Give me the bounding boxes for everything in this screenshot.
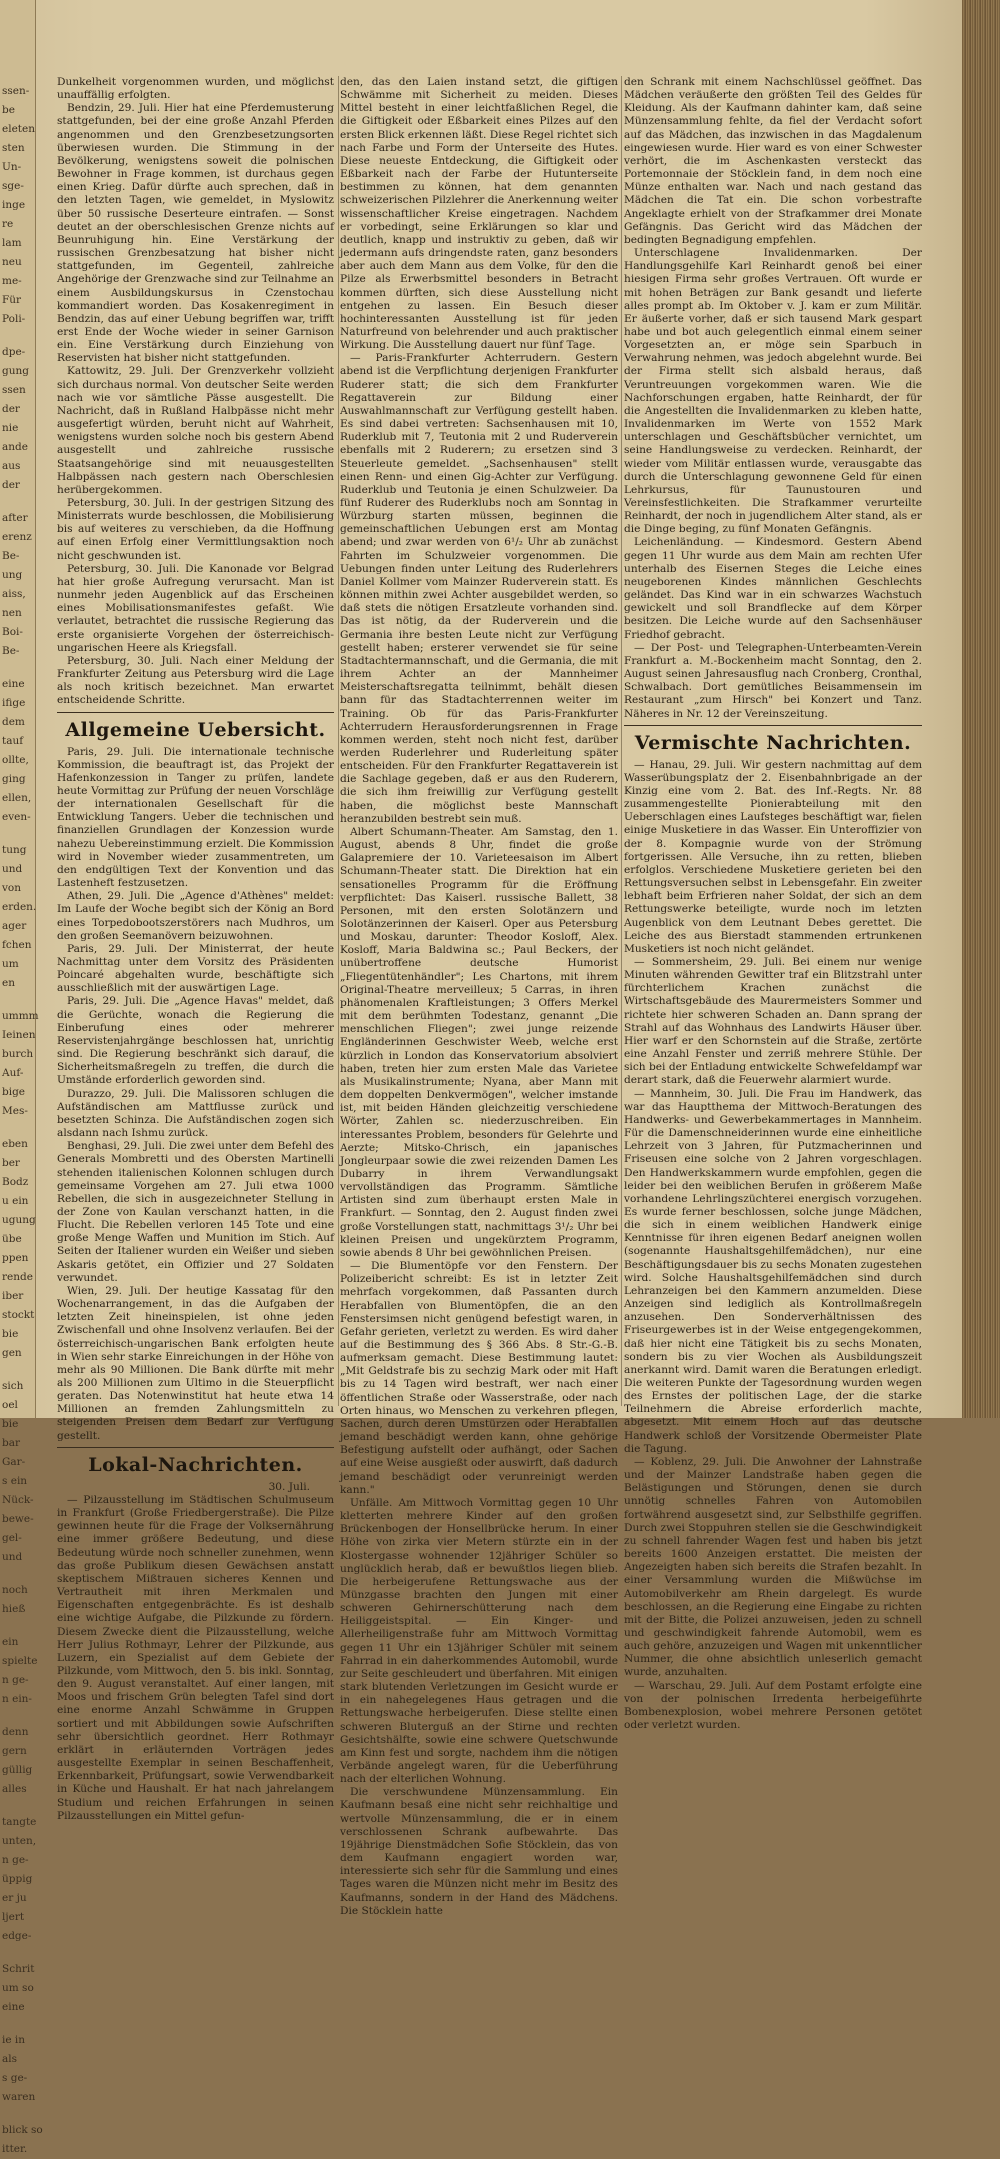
column-1 <box>57 76 334 1822</box>
article-muenzensammlung: Die verschwundene Münzensammlung. Ein Kaufmann besaß eine nicht sehr reichhaltige und wertvolle Münzensammlung, die er in einem verschlossenen Schrank aufbewahrte. Das 19jährige Dienstmädchen Sofie Stöcklein, das von dem Kaufmann engagiert worden war, interessierte sich sehr für die Sammlung und eines Tages waren die Münzen nicht mehr im Besitz des Kaufmanns, sondern in der Hand des Mädchens. Die Stöcklein hatte <box>340 1786 618 1917</box>
overview-athen: Athen, 29. Juli. Die „Agence d'Athènes" meldet: Im Laufe der Woche begibt sich der König an Bord eines Torpedobootszerstörers nach Mudhros, um den großen Seemanövern beizuwohnen. <box>57 890 334 942</box>
strip-fragment: eine ifige dem tauf ollte, ging ellen, even- <box>2 678 32 823</box>
misc-koblenz: — Koblenz, 29. Juli. Die Anwohner der Lahnstraße und der Mainzer Landstraße haben gegen die Belästigungen und Störungen, denen sie durch unnötig schnelles Fahren von Automobilen fortwährend ausgesetzt sind, zur Selbsthilfe gegriffen. Durch zwei Stoppuhren stellen sie die Geschwindigkeit zu schnell fahrender Wagen fest und haben bis jetzt bereits 1600 Anzeigen erstattet. Die meisten der Angezeigten haben sich bereits die Strafen bezahlt. In einer Versammlung wurden die Mißwüchse im Automobilverkehr am Rhein dargelegt. Es wurde beschlossen, an die Regierung eine Eingabe zu richten mit der Bitte, die Polizei anzuweisen, jeden zu schnell und geschwindigkeit fahrende Automobil, wem es auch gehöre, anzuzeigen und Wagen mit unkenntlicher Nummer, die ohne absichtlich unleserlich gemacht wurde, anzuhalten. <box>624 1455 922 1679</box>
section-rule <box>57 712 334 713</box>
dispatch-petersburg-3: Petersburg, 30. Juli. Nach einer Meldung der Frankfurter Zeitung aus Petersburg wird die Lage als noch kritisch bezeichnet. Man erwartet entscheidende Schritte. <box>57 654 334 707</box>
local-date: 30. Juli. <box>268 1480 310 1493</box>
book-page-edges <box>962 0 1000 1418</box>
article-continuation: den, das den Laien instand setzt, die giftigen Schwämme mit Sicherheit zu meiden. Dieses Mittel besteht in einer leichtfaßlichen Regel, die die Giftigkeit oder Eßbarkeit eines Pilzes auf den ersten Blick erkennen läßt. Diese Regel richtet sich nach Farbe und Form der Unterseite des Hutes. Diese neueste Entdeckung, die Giftigkeit oder Eßbarkeit nach der Farbe der Hutunterseite bestimmen zu können, hat dem genannten schweizerischen Pilzlehrer die Anerkennung weiter wissenschaftlicher Kreise eingetragen. Nachdem er vorbedingt, seine Erklärungen so klar und deutlich, knapp und instruktiv zu geben, daß wir jedermann aufs dringendste raten, ganz besonders aber auch dem Mann aus dem Volke, für den die Pilze als Erwerbsmittel besonders in Betracht kommen dürften, sich diese Ausstellung nicht entgehen zu lassen. Ein Besuch dieser hochinteressanten Ausstellung ist für jeden Naturfreund von belehrender und auch praktischer Wirkung. Die Ausstellung dauert nur fünf Tage. <box>340 76 618 352</box>
overview-durazzo: Durazzo, 29. Juli. Die Malissoren schlugen die Aufständischen am Mattflusse zurück und besetzten Schinza. Die Aufständischen zogen sich alsdann nach Ishmu zurück. <box>57 1087 334 1140</box>
strip-fragment: eben ber Bodz u ein ugung übe ppen rende iber stockt bie gen <box>2 1138 36 1359</box>
intro-text: Dunkelheit vorgenommen wurden, und möglichst unauffällig erfolgten. <box>57 76 334 102</box>
dispatch-petersburg-2: Petersburg, 30. Juli. Die Kanonade vor Belgrad hat hier große Aufregung verursacht. Man ist nunmehr jeden Augenblick auf das Erscheinen eines Mobilisationsmanifestes gefaßt. Wie verlautet, betrachtet die russische Regierung das erste organisierte Vorgehen der österreichisch-ungarischen Heere als Kriegsfall. <box>57 562 334 654</box>
local-pilzausstellung: — Pilzausstellung im Städtischen Schulmuseum in Frankfurt (Große Friedbergerstraße). Die Pilze gewinnen heute für die Frage der Volksernährung eine immer größere Bedeutung, und diese Bedeutung würde noch schneller zunehmen, wenn das große Publikum diesen Gewächsen anstatt skeptischem Mißtrauen sicheres Kennen und Vertrautheit mit ihren Merkmalen und Eigenschaften entgegenbrächte. Es ist deshalb eine wichtige Aufgabe, die Pilzkunde zu fördern. Diesem Zwecke dient die Pilzausstellung, welche Herr Julius Rothmayr, Lehrer der Pilzkunde, aus Luzern, ein Spezialist auf dem Gebiete der Pilzkunde, vom Mittwoch, den 5. bis inkl. Sonntag, den 9. August veranstaltet. Auf einer langen, mit Moos und frischem Grün belegten Tafel sind dort eine enorme Anzahl Schwämme in Gruppen sortiert und mit Abbildungen sowie Aufschriften sehr übersichtlich geordnet. Herr Rothmayr erklärt in erläuternden Vorträgen jedes ausgestellte Exemplar in seinen Beschaffenheit, Erkennbarkeit, Prüfungsart, sowie Verwendbarkeit in Küche und Haushalt. Er hat nach jahrelangem Studium und reichen Erfahrungen in seinen Pilzausstellungen ein Mittel gefun- <box>57 1493 334 1822</box>
section-rule <box>624 725 922 726</box>
strip-fragment: ie in als s ge- waren <box>2 2034 36 2103</box>
article-unfaelle: Unfälle. Am Mittwoch Vormittag gegen 10 Uhr kletterten mehrere Kinder auf den großen Brückenbogen der Honsellbrücke herum. In einer Höhe von zirka vier Metern stürzte ein in der Klostergasse wohnender 12jähriger Schüler so unglücklich herab, daß er bewußtlos liegen blieb. Die herbeigerufene Rettungswache aus der Münzgasse brachten den Jungen mit einer schweren Gehirnerschütterung nach dem Heiliggeistspital. — Ein Kinger- und Allerheiligenstraße fuhr am Mittwoch Vormittag gegen 11 Uhr ein 13jähriger Schüler mit seinem Fahrrad in ein daherkommendes Automobil, wurde zur Seite geschleudert und überfahren. Mit einigen stark blutenden Verletzungen im Gesicht wurde er in ein nahegelegenes Haus getragen und die Rettungswache herbeigerufen. Diese stellte einen schweren Bluterguß an der Stirne und rechten Gesichtshälfte, sowie eine schwere Quetschwunde am Kinn fest und sorgte, nachdem ihm die nötigen Verbände angelegt waren, für die Ueberführung nach der elterlichen Wohnung. <box>340 1496 618 1786</box>
article-postverein: — Der Post- und Telegraphen-Unterbeamten-Verein Frankfurt a. M.-Bockenheim macht Sonntag, den 2. August seinen Jahresausflug nach Cronberg, Cronthal, Schwalbach. Dort gemütliches Beisammensein im Restaurant „zum Hirsch" bei Konzert und Tanz. Näheres in Nr. 12 der Vereinszeitung. <box>624 641 922 720</box>
strip-fragment: tangte unten, n ge- üppig er ju ljert edge- <box>2 1816 37 1942</box>
article-schumann-theater: Albert Schumann-Theater. Am Samstag, den 1. August, abends 8 Uhr, findet die große Galapremiere der 10. Varieteesaison im Albert Schumann-Theater statt. Die Direktion hat ein sensationelles Programm für die Eröffnung verpflichtet: Das Kaiserl. russische Ballett, 38 Personen, mit den ersten Solotänzern und Solotänzerinnen der Kaiserl. Oper aus Petersburg und Moskau, darunter: Theodor Kosloff, Alex. Kosloff, Maria Baldwina sc.; Paul Beckers, der unübertroffene deutsche Humorist „Fliegentütenhändler"; Les Chartons, mit ihrem Original-Theatre merveilleux; 5 Carras, in ihren phänomenalen Kraftleistungen; 3 Offers Merkel mit dem berühmten Todestanz, genannt „Die menschlichen Fliegen"; zwei junge reizende Engländerinnen Geschwister Weeb, welche erst kürzlich in London das Konservatorium absolviert haben, treten hier zum ersten Male das Varietee als Musikalinstrumente; Nyana, aber Mann mit dem doppelten Denkvermögen", welcher imstande ist, mit beiden Händen gleichzeitig verschiedene Wörter, Zahlen sc. niederzuschreiben. Ein interessantes Problem, besonders für Gelehrte und Aerzte; Mitsko-Chrisch, ein japanisches Jongleurpaar sowie die zwei reizenden Damen Les Dubarry in ihrem Verwandlungsakt vervollständigen das Programm. Sämtliche Artisten sind zum überhaupt ersten Male in Frankfurt. — Sonntag, den 2. August finden zwei große Vorstellungen statt, nachmittags 3¹/₂ Uhr bei kleinen Preisen und ungekürztem Programm, sowie abends 8 Uhr bei gewöhnlichen Preisen. <box>340 825 618 1259</box>
overview-benghasi: Benghasi, 29. Juli. Die zwei unter dem Befehl des Generals Mombretti und des Obersten Martinelli stehenden italienischen Kolonnen schlugen durch gemeinsame Vorgehen am 27. Juli etwa 1000 Rebellen, die sich in ausgezeichneter Stellung in der Zone von Kaulan verschanzt hatten, in die Flucht. Die Rebellen verloren 145 Tote und eine große Menge Waffen und Munition im Stich. Auf Seiten der Italiener wurden ein Weißer und sieben Askaris getötet, ein Offizier und 27 Soldaten verwundet. <box>57 1140 334 1284</box>
column-divider <box>338 76 339 1406</box>
dispatch-bendzin: Bendzin, 29. Juli. Hier hat eine Pferdemusterung stattgefunden, bei der eine große Anzahl Pferden angenommen und den Grenzbesetzungsorten überwiesen wurden. Die Stimmung in der Bevölkerung, wenigstens soweit die polnischen Bewohner in Frage kommen, ist durchaus gegen einen Krieg. Dafür dürfte auch sprechen, daß in den letzten Tagen, wie gemeldet, in Myslowitz über 50 russische Deserteure eintrafen. — Sonst deutet an der oberschlesischen Grenze nichts auf Beunruhigung hin. Eine Verstärkung der russischen Grenzbesatzung hat bisher nicht stattgefunden, im Gegenteil, zahlreiche Angehörige der Grenzwache sind zur Teilnahme an einem Ausbildungskursus in Czenstochau kommandiert worden. Das Kosakenregiment in Bendzin, das auf einer Uebung begriffen war, trifft erst Ende der Woche wieder in seiner Garnison ein. Eine Verstärkung durch Einziehung von Reservisten hat bisher nicht stattgefunden. <box>57 102 334 365</box>
dispatch-petersburg-1: Petersburg, 30. Juli. In der gestrigen Sitzung des Ministerrats wurde beschlossen, die Mobilisierung bis auf weiteres zu verschieben, da die Hoffnung auf einen Erfolg einer Vermittlungsaktion noch nicht geschwunden ist. <box>57 497 334 562</box>
misc-mannheim: — Mannheim, 30. Juli. Die Frau im Handwerk, das war das Hauptthema der Mittwoch-Beratungen des Handwerks- und Gewerbekammertages in Mannheim. Für die Damenschneiderinnen wurde eine einheitliche Lehrzeit von 3 Jahren, für Putzmacherinnen und Friseusen eine solche von 2 Jahren vorgeschlagen. Den Handwerkskammern wurde empfohlen, gegen die leider bei den weiblichen Berufen in größerem Maße vorhandene Lehrlingszüchterei energisch vorzugehen. Es wurde ferner beschlossen, solche junge Mädchen, die sich in einem weiblichen Handwerk einige Kenntnisse für ihren eigenen Bedarf aneignen wollen (sogenannte Haushaltsgehilfemädchen), nur eine Beschäftigungsdauer bis zu sechs Monaten zugestehen wird. Solche Haushaltsgehilfemädchen sind durch Lehranzeigen bei den Kammern anzumelden. Diese Anzeigen sind lediglich als Kontrollmaßregeln anzusehen. Den Sonderverhältnissen des Friseurgewerbes ist in der Weise entgegengekommen, daß hier nicht eine Tätigkeit bis zu sechs Monaten, sondern bis zu vier Wochen als Ausbildungszeit anerkannt wird. Damit waren die Beratungen erledigt. Die weiteren Punkte der Tagesordnung wurden wegen des Ernstes der politischen Lage, der die starke Teilnehmern die Abreise erforderlich machte, abgesetzt. Mit einem Hoch auf das deutsche Handwerk schloß der Vorsitzende Obermeister Plate die Tagung. <box>624 1087 922 1455</box>
article-invalidenmarken: Unterschlagene Invalidenmarken. Der Handlungsgehilfe Karl Reinhardt genoß bei einer hiesigen Firma sehr großes Vertrauen. Oft wurde er mit hohen Beträgen zur Bank gesandt und lieferte alles prompt ab. Im Oktober v. J. kam er zum Militär. Er äußerte vorher, daß er sich tausend Mark gespart habe und bot auch gelegentlich einmal einem seiner Vorgesetzten an, er möge sein Sparbuch in Verwahrung nehmen, was jedoch abgelehnt wurde. Bei der Firma stellt sich alsbald heraus, daß Veruntreuungen vorgekommen waren. Wie die Nachforschungen ergaben, hatte Reinhardt, der für die Angestellten die Invalidenmarken zu kleben hatte, Invalidenmarken im Werte von 1552 Mark unterschlagen und Geschäftsbücher vernichtet, um seine Handlungsweise zu verdecken. Reinhardt, der wieder vom Militär entlassen wurde, verausgabte das durch die Unterschlagung gewonnene Geld für einen Lehrkursus, für Taunustouren und Vereinsfestlichkeiten. Die Strafkammer verurteilte Reinhardt, der noch in jugendlichem Alter stand, als er die Dinge beging, zu fünf Monaten Gefängnis. <box>624 247 922 536</box>
column-2 <box>340 76 618 1917</box>
section-rule <box>57 1447 334 1448</box>
misc-warschau: — Warschau, 29. Juli. Auf dem Postamt erfolgte eine von der polnischen Irredenta herbeigeführte Bombenexplosion, wobei mehrere Personen getötet oder verletzt wurden. <box>624 1679 922 1732</box>
strip-fragment: denn gern güllig alles <box>2 1726 33 1795</box>
column-3 <box>624 76 922 1732</box>
strip-fragment: sich oel bie bar Gar- s ein Nück- bewe- gel- und <box>2 1380 34 1563</box>
article-leichenlaendung: Leichenländung. — Kindesmord. Gestern Abend gegen 11 Uhr wurde aus dem Main am rechten Ufer unterhalb des Eisernen Steges die Leiche eines neugeborenen Kindes männlichen Geschlechts geländet. Das Kind war in ein schwarzes Wachstuch gewickelt und soll Brandflecke auf dem Körper besitzen. Die Leiche wurde auf den Sachsenhäuser Friedhof gebracht. <box>624 536 922 641</box>
article-achterrudern: — Paris-Frankfurter Achterrudern. Gestern abend ist die Verpflichtung derjenigen Frankfurter Ruderer statt; die sich dem Frankfurter Regattaverein zur Bildung einer Auswahlmannschaft zur Verfügung gestellt haben. Es sind dabei vertreten: Sachsenhausen mit 10, Ruderklub mit 7, Teutonia mit 2 und Ruderverein ebenfalls mit 2 Ruderern; zu ersetzen sind 3 Steuerleute gemeldet. „Sachsenhausen" stellt einen Renn- und einen Gig-Achter zur Verfügung. Ruderklub und Teutonia je einen Schulzweier. Da fünf Ruderer des Ruderklubs noch am Sonntag in Würzburg starten müssen, beginnen die gemeinschaftlichen Uebungen erst am Montag abend; und zwar werden von 6¹/₂ Uhr ab zunächst Fahrten im Schulzweier vorgenommen. Die Uebungen finden unter Leitung des Ruderlehrers Daniel Kollmer vom Mainzer Ruderverein statt. Es können mithin zwei Achter ausgebildet werden, so daß stets die nötigen Ersatzleute vorhanden sind. Das ist nötig, da der Ruderverein und die Germania ihre besten Leute nicht zur Verfügung gestellt haben; ersterer verwendet sie für seine Stadtachtermannschaft, und die Germania, die mit ihrem Achter an der Mannheimer Meisterschaftsregatta teilnimmt, behält diesen bann für das Stadtachterrennen weiter im Training. Ob für das Paris-Frankfurter Achterrudern Herausforderungsrennen in Frage kommen werden, steht noch nicht fest, darüber werden Ruderlehrer und Ruderleitung später entscheiden. Für den Frankfurter Regattaverein ist die Sachlage gegeben, daß er aus den Ruderern, die sich ihm freiwillig zur Verfügung gestellt haben, die möglichst beste Mannschaft heranzubilden bestrebt sein muß. <box>340 352 618 825</box>
overview-paris-2: Paris, 29. Juli. Der Ministerrat, der heute Nachmittag unter dem Vorsitz des Präsidenten Poincaré abgehalten wurde, beschäftigte sich ausschließlich mit der auswärtigen Lage. <box>57 942 334 995</box>
article-blumentoepfe: — Die Blumentöpfe vor den Fenstern. Der Polizeibericht schreibt: Es ist in letzter Zeit mehrfach vorgekommen, daß Passanten durch Herabfallen von Blumentöpfen, die an den Fenstersimsen nicht genügend befestigt waren, in Gefahr gerieten, verletzt zu werden. Es wird daher auf die Bestimmung des § 366 Abs. 8 Str.-G.-B. aufmerksam gemacht. Diese Bestimmung lautet: „Mit Geldstrafe bis zu sechzig Mark oder mit Haft bis zu 14 Tagen wird bestraft, wer nach einer öffentlichen Straße oder Wasserstraße, oder nach Orten hinaus, wo Menschen zu verkehren pflegen, Sachen, durch deren Umstürzen oder Herabfallen jemand beschädigt werden kann, ohne gehörige Befestigung aufstellt oder aufhängt, oder Sachen auf eine Weise ausgießt oder auswirft, daß dadurch jemand beschädigt oder verunreinigt werden kann." <box>340 1260 618 1496</box>
overview-paris-1: Paris, 29. Juli. Die internationale technische Kommission, die beauftragt ist, das Projekt der Hafenkonzession in Tanger zu prüfen, landete heute Vormittag zur Prüfung der neuen Vorschläge der internationalen Gesellschaft für die Entwicklung Tangers. Ueber die technischen und finanziellen Grundlagen der Konzession wurde nahezu Uebereinstimmung erzielt. Die Kommission wird in November wieder zusammentreten, um den endgültigen Text der Konvention und das Lastenheft festzusetzen. <box>57 745 334 890</box>
heading-lokal-nachrichten: Lokal-Nachrichten. <box>88 1453 303 1476</box>
misc-sommersheim: — Sommersheim, 29. Juli. Bei einem nur wenige Minuten währenden Gewitter traf ein Blitzstrahl unter fürchterlichem Krachen zunächst die Wirtschaftsgebäude des Maurermeisters Sommer und richtete hier schweren Schaden an. Dann sprang der Strahl auf das Wohnhaus des Landwirts Häuser über. Hier warf er den Schornstein auf die Straße, zertörte eine Anzahl Fenster und zerriß mehrere Stühle. Der sich bei der Entladung entwickelte Schwefeldampf war derart stark, daß die Feuerwehr alarmiert wurde. <box>624 956 922 1087</box>
strip-fragment: noch hieß <box>2 1584 28 1615</box>
overview-paris-3: Paris, 29. Juli. Die „Agence Havas" meldet, daß die Gerüchte, wonach die Regierung die Einberufung eines oder mehrerer Reservistenjahrgänge beschlossen hat, unrichtig sind. Die Regierung beschränkt sich darauf, die Sicherheitsmaßregeln zu treffen, die durch die Umstände erforderlich geworden sind. <box>57 995 334 1087</box>
strip-fragment: dpe- gung ssen der nie ande aus der <box>2 346 29 491</box>
heading-allgemeine-uebersicht: Allgemeine Uebersicht. <box>65 718 326 741</box>
article-continuation: den Schrank mit einem Nachschlüssel geöffnet. Das Mädchen veräußerte den größten Teil des Geldes für Kleidung. Als der Kaufmann dahinter kam, daß seine Münzensammlung fehlte, da fiel der Verdacht sofort auf das Mädchen, das inzwischen in das Magdalenum eingewiesen wurde. Hier ward es von einer Schwester verhört, die im Aschenkasten versteckt das Portemonnaie der Stöcklein fand, in dem noch eine Münze enthalten war. Nach und nach gestand das Mädchen die Tat ein. Die schon vorbestrafte Angeklagte erhielt von der Strafkammer drei Monate Gefängnis. Das Gericht wird das Mädchen der bedingten Begnadigung empfehlen. <box>624 76 922 246</box>
strip-fragment: ssen- be eleten sten Un- sge- inge re lam neu me- Für Poli- <box>2 85 35 325</box>
dispatch-kattowitz: Kattowitz, 29. Juli. Der Grenzverkehr vollzieht sich durchaus normal. Von deutscher Seite werden nach wie vor sämtliche Pässe ausgestellt. Die Nachricht, daß in Rußland Halbpässe nicht mehr ausgefertigt würden, beruht nicht auf Wahrheit, wenigstens wurden solche noch bis gestern Abend ausgestellt und zahlreiche russische Staatsangehörige sind mit neuausgestellten Halbpässen nach gestern nach Oberschlesien herübergekommen. <box>57 365 334 496</box>
strip-fragment: after erenz Be- ung aiss, nen Boi- Be- <box>2 512 32 657</box>
strip-fragment: ummm Ieinen burch Auf- bige Mes- <box>2 1010 39 1117</box>
misc-hanau: — Hanau, 29. Juli. Wir gestern nachmittag auf dem Wasserübungsplatz der 2. Eisenbahnbrigade an der Kinzig eine vom 2. Bat. des Inf.-Regts. Nr. 88 zusammengestellte Pionierabteilung mit den Ueberschlagen eines Laufsteges beschäftigt war, fielen einige Musketiere in das Wasser. Ein Unteroffizier von der 8. Kompagnie wurde von der Strömung fortgerissen. Alle Versuche, ihn zu retten, blieben erfolglos. Verschiedene Musketiere gerieten bei den Rettungsversuchen selbst in Lebensgefahr. Ein zweiter lebhaft beim Erfrieren naher Soldat, der sich an dem Rettungswerke beteiligte, wurde noch im letzten Augenblick von dem Leutnant Debes gerettet. Die Leiche des aus Bierstadt stammenden ertrunkenen Musketiers ist noch nicht geländet. <box>624 758 922 955</box>
heading-vermischte-nachrichten: Vermischte Nachrichten. <box>634 731 912 754</box>
adjacent-page-strip <box>0 0 43 2155</box>
column-divider <box>621 76 622 1406</box>
overview-wien: Wien, 29. Juli. Der heutige Kassatag für den Wochenarrangement, in das die Aufgaben der letzten Zeit hineinspielen, ist ohne jeden Zwischenfall und ohne Insolvenz verlaufen. Bei der österreichisch-ungarischen Bank erfolgten heute in Wien sehr starke Einreichungen in der Höhe von mehr als 90 Millionen. Die Bank dürfte mit mehr als 200 Millionen zum Ultimo in die Steuerpflicht geraten. Das Notenwinstitut hat heute etwa 14 Millionen an fremden Zahlungsmitteln zu steigenden Preisen dem Bedarf zur Verfügung gestellt. <box>57 1284 334 1442</box>
strip-fragment: Schrit um so eine <box>2 1963 35 2013</box>
strip-fragment: blick so itter. <box>2 2124 43 2155</box>
strip-fragment: tung und von erden. ager fchen um en <box>2 844 37 989</box>
strip-fragment: ein spielte n ge- n ein- <box>2 1636 38 1705</box>
